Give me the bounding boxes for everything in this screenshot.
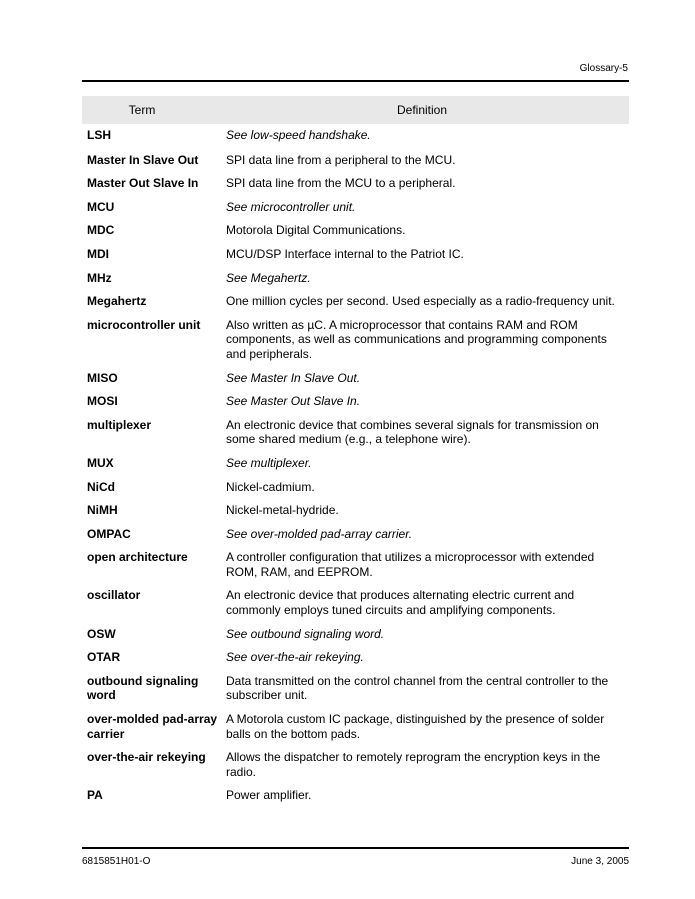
column-header-term: Term — [128, 103, 156, 117]
glossary-term: NiMH — [87, 503, 118, 518]
glossary-term: MUX — [87, 455, 114, 470]
glossary-term: MCU — [87, 199, 115, 214]
glossary-row — [87, 223, 627, 238]
glossary-row — [87, 294, 627, 309]
glossary-term: PA — [87, 788, 103, 803]
glossary-definition: See low-speed handshake. — [226, 128, 371, 142]
glossary-definition: Data transmitted on the control channel from the central controller to the subscriber unit. — [226, 673, 609, 703]
page-label: Glossary-5 — [579, 63, 628, 74]
glossary-row — [87, 788, 627, 803]
glossary-term: Master Out Slave In — [87, 176, 199, 191]
glossary-table — [87, 128, 627, 812]
glossary-row — [87, 200, 627, 215]
glossary-row — [87, 153, 627, 168]
document-number: 6815851H01-O — [82, 856, 151, 867]
column-header-definition: Definition — [396, 103, 448, 117]
glossary-term: Megahertz — [87, 294, 147, 309]
glossary-term: outbound signaling word — [87, 673, 199, 703]
glossary-row — [87, 627, 627, 642]
glossary-definition: See multiplexer. — [226, 455, 312, 470]
document-date: June 3, 2005 — [571, 856, 629, 867]
glossary-definition: See Megahertz. — [226, 270, 311, 285]
glossary-row — [87, 712, 627, 741]
glossary-definition: See over-the-air rekeying. — [226, 650, 364, 665]
glossary-definition: MCU/DSP Interface internal to the Patriot IC. — [226, 246, 464, 261]
glossary-term: OSW — [87, 626, 116, 641]
glossary-term: MHz — [87, 270, 112, 285]
glossary-row — [87, 271, 627, 286]
glossary-row — [87, 418, 627, 447]
glossary-term: over-molded pad-array carrier — [87, 712, 218, 741]
glossary-definition: One million cycles per second. Used especially as a radio-frequency unit. — [226, 294, 615, 309]
glossary-definition: An electronic device that combines several signals for transmission on some shared medium (e.g., a telephone wire). — [226, 417, 599, 447]
glossary-definition: See Master Out Slave In. — [226, 394, 361, 409]
glossary-row — [87, 527, 627, 542]
glossary-row — [87, 503, 627, 518]
glossary-term: open architecture — [87, 550, 188, 565]
table-header — [82, 96, 629, 124]
glossary-term: OMPAC — [87, 526, 131, 541]
glossary-row — [87, 394, 627, 409]
glossary-definition: Power amplifier. — [226, 788, 312, 803]
glossary-definition: Allows the dispatcher to remotely reprogram the encryption keys in the radio. — [226, 750, 601, 779]
glossary-term: Master In Slave Out — [87, 152, 199, 167]
glossary-row — [87, 247, 627, 262]
glossary-row — [87, 674, 627, 703]
glossary-row — [87, 650, 627, 665]
glossary-definition: See Master In Slave Out. — [226, 370, 361, 385]
glossary-term: microcontroller unit — [87, 317, 201, 332]
glossary-row — [87, 550, 627, 579]
glossary-definition: SPI data line from a peripheral to the MCU. — [226, 152, 456, 167]
glossary-row — [87, 128, 627, 143]
glossary-row — [87, 318, 627, 362]
glossary-term: OTAR — [87, 650, 121, 665]
header-rule — [82, 80, 629, 82]
glossary-term: MISO — [87, 370, 118, 385]
glossary-definition: A controller configuration that utilizes a microprocessor with extended ROM, RAM, and EEPROM. — [226, 550, 595, 579]
glossary-definition: Nickel-cadmium. — [226, 479, 315, 494]
glossary-term: MOSI — [87, 394, 118, 409]
glossary-row — [87, 371, 627, 386]
glossary-definition: See outbound signaling word. — [226, 626, 385, 641]
glossary-definition: See microcontroller unit. — [226, 199, 356, 214]
glossary-term: multiplexer — [87, 417, 152, 432]
glossary-definition: An electronic device that produces alternating electric current and commonly employs tuned circuits and amplifying components. — [226, 588, 575, 618]
glossary-row — [87, 588, 627, 617]
glossary-definition: Also written as µC. A microprocessor that contains RAM and ROM components, as well as communications and programming components and peripherals. — [226, 317, 607, 361]
glossary-term: oscillator — [87, 588, 141, 603]
glossary-row — [87, 456, 627, 471]
glossary-row — [87, 480, 627, 495]
glossary-definition: SPI data line from the MCU to a peripheral. — [226, 176, 456, 191]
glossary-term: over-the-air rekeying — [87, 750, 206, 765]
glossary-definition: Motorola Digital Communications. — [226, 223, 406, 238]
glossary-row — [87, 176, 627, 191]
glossary-definition: Nickel-metal-hydride. — [226, 503, 339, 518]
glossary-term: MDI — [87, 246, 109, 261]
glossary-term: NiCd — [87, 479, 115, 494]
glossary-term: MDC — [87, 223, 115, 238]
glossary-row — [87, 750, 627, 779]
glossary-definition: See over-molded pad-array carrier. — [226, 526, 413, 541]
glossary-definition: A Motorola custom IC package, distinguished by the presence of solder balls on the bottom pads. — [226, 712, 605, 741]
footer-rule — [82, 847, 629, 849]
glossary-term: LSH — [87, 128, 111, 142]
